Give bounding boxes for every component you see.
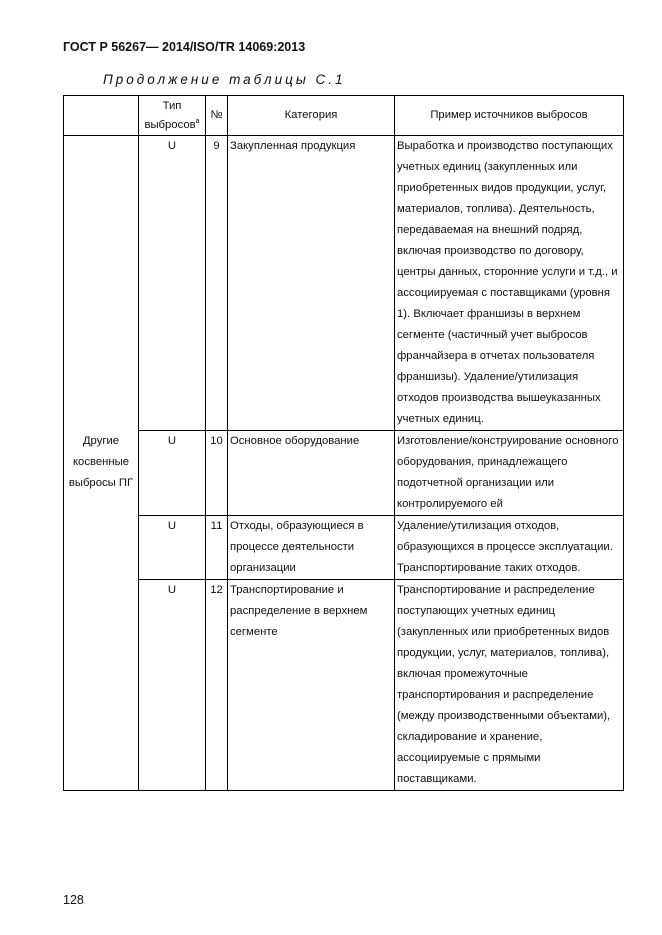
number-cell: 9	[206, 135, 228, 430]
type-header-cell	[139, 96, 206, 136]
example-cell: Транспортирование и распределение поступающих учетных единиц (закупленных или приобретенных видов продукции, услуг, материалов, топлива), включая промежуточные транспортирования и распределение (между производственными объектами), складирование и хранение, ассоциируемые с прямыми поставщиками.	[395, 579, 624, 790]
number-cell: 12	[206, 579, 228, 790]
category-cell: Транспортирование и распределение в верхнем сегменте	[228, 579, 395, 790]
example-cell: Выработка и производство поступающих учетных единиц (закупленных или приобретенных видов продукции, услуг, материалов, топлива). Деятельность, передаваемая на внешний подряд, включая производство по договору, центры данных, сторонние услуги и т.д., и ассоциируемая с поставщиками (уровня 1). Включает франшизы в верхнем сегменте (частичный учет выбросов франчайзера в отчетах пользователя франшизы). Удаление/утилизация отходов производства вышеуказанных учетных единиц.	[395, 135, 624, 430]
type-cell: U	[139, 579, 206, 790]
type-cell: U	[139, 515, 206, 579]
example-header-cell: Пример источников выбросов	[395, 96, 624, 136]
number-header-cell: №	[206, 96, 228, 136]
category-header-cell: Категория	[228, 96, 395, 136]
footnote-marker: a	[195, 118, 200, 125]
table-row	[64, 515, 624, 579]
table-row	[64, 579, 624, 790]
type-header-label: Тип выбросов	[144, 100, 196, 131]
number-cell: 10	[206, 430, 228, 515]
example-cell: Удаление/утилизация отходов, образующихся в процессе эксплуатации. Транспортирование таких отходов.	[395, 515, 624, 579]
page-number: 128	[63, 893, 84, 907]
table-header-row	[64, 96, 624, 136]
example-cell: Изготовление/конструирование основного оборудования, принадлежащего подотчетной организации или контролируемого ей	[395, 430, 624, 515]
emissions-table	[63, 95, 624, 791]
table-row	[64, 430, 624, 515]
document-header: ГОСТ Р 56267— 2014/ISO/TR 14069:2013	[63, 40, 306, 54]
category-cell: Основное оборудование	[228, 430, 395, 515]
number-cell: 11	[206, 515, 228, 579]
category-cell: Закупленная продукция	[228, 135, 395, 430]
table-row	[64, 135, 624, 430]
category-cell: Отходы, образующиеся в процессе деятельности организации	[228, 515, 395, 579]
type-cell: U	[139, 430, 206, 515]
table-caption: Продолжение таблицы С.1	[103, 72, 346, 87]
group-cell: Другие косвенные выбросы ПГ	[64, 135, 139, 790]
type-cell: U	[139, 135, 206, 430]
group-header-cell	[64, 96, 139, 136]
